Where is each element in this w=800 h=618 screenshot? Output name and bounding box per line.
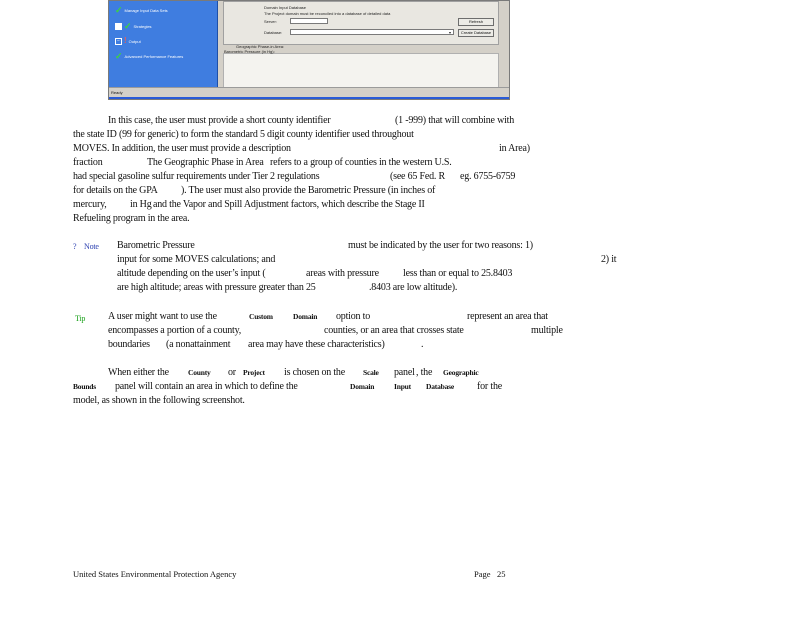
para2-text: is chosen on the [284,367,345,378]
note-line: areas with pressure [306,268,379,279]
error-icon: ! [124,36,127,45]
embedded-screenshot [108,0,510,100]
refresh-button: Refresh [458,18,494,26]
para1-line: In this case, the user must provide a short county identifier [108,115,331,126]
check-icon: ✓ [124,21,132,31]
footer-page-number: 25 [497,569,506,579]
chevron-down-icon: ▾ [448,30,451,35]
check-icon: ✓ [115,5,123,15]
para2-keyword: County [188,368,211,377]
para1-line: the state ID (99 for generic) to form the standard 5 digit county identifier used throughout [73,129,414,140]
para2-keyword: Database [426,382,454,391]
note-line: must be indicated by the user for two reasons: 1) [348,240,533,251]
para2-keyword: Domain [350,382,375,391]
server-input [290,18,328,24]
tip-line: (a nonattainment [166,339,231,350]
note-line: .8403 are low altitude). [369,282,458,293]
para2-keyword: Scale [363,368,379,377]
tip-line: encompasses a portion of a county, [108,325,242,336]
para1-line: (1 -999) that will combine with [395,115,515,126]
sidebar-item: ✓ Manage Input Data Sets [115,5,168,15]
para2-text: When either the [108,367,169,378]
tip-line: . [421,339,424,350]
footer-agency: United States Environmental Protection Agency [73,569,237,579]
lower-panel: Geographic Phase-in Area: Barometric Pressure (in Hg): [223,53,499,89]
para2-text: model, as shown in the following screenshot. [73,395,245,406]
para1-line: refers to a group of counties in the western U.S. [270,157,452,168]
tip-line: area may have these characteristics) [248,339,385,350]
para1-line: ). The user must also provide the Barometric Pressure (in inches of [181,185,436,196]
para2-text: , the [416,367,433,378]
create-database-button: Create Database [458,29,494,37]
para2-keyword: Input [394,382,411,391]
note-line: 2) it [601,254,617,265]
para1-line: (see 65 Fed. R [390,171,445,182]
domain-input-panel: Domain Input Database The Project domain must be reconciled into a database of detailed data Server: Database: ▾ Refresh Create Database [223,1,499,45]
para2-keyword: Project [243,368,265,377]
database-select [290,29,454,35]
para1-line: Refueling program in the area. [73,213,190,224]
para1-line: for details on the GPA [73,185,158,196]
screenshot-sidebar [109,1,218,89]
sidebar-item: − ! Output [115,36,141,46]
collapse-icon: − [115,38,122,45]
check-icon: ✓ [115,51,123,61]
note-label: Note [84,242,99,251]
para1-line: fraction [73,157,103,168]
tip-keyword: Custom [249,312,273,321]
tip-line: boundaries [108,339,150,350]
para1-line: in Area) [499,143,530,154]
para1-line: in Hg [130,199,152,210]
tip-line: represent an area that [467,311,548,322]
tip-line: counties, or an area that crosses state [324,325,464,336]
para2-text: panel [394,367,415,378]
tip-line: multiple [531,325,563,336]
para2-text: for the [477,381,502,392]
screenshot-main [219,1,509,89]
note-line: are high altitude; areas with pressure greater than 25 [117,282,316,293]
para2-keyword: Geographic [443,368,479,377]
tip-label: Tip [75,314,86,323]
sidebar-item: ✓ Strategies [115,21,152,31]
para2-text: or [228,367,236,378]
para2-keyword: Bounds [73,382,96,391]
accent-strip [109,97,509,99]
note-line: input for some MOVES calculations; and [117,254,276,265]
note-marker: ? [73,242,77,251]
sidebar-item: ✓ Advanced Performance Features [115,51,184,61]
tip-line: A user might want to use the [108,311,217,322]
para1-line: eg. 6755-6759 [460,171,516,182]
tip-keyword: Domain [293,312,318,321]
checkbox-icon [115,23,122,30]
para1-line: The Geographic Phase in Area [147,157,264,168]
note-line: altitude depending on the user’s input ( [117,268,266,279]
note-line: Barometric Pressure [117,240,195,251]
para2-text: panel will contain an area in which to define the [115,381,298,392]
note-line: less than or equal to 25.8403 [403,268,513,279]
tip-line: option to [336,311,371,322]
para1-line: MOVES. In addition, the user must provide a description [73,143,291,154]
para1-line: mercury, [73,199,107,210]
status-bar: Ready [109,87,509,99]
para1-line: and the Vapor and Spill Adjustment factors, which describe the Stage II [153,199,425,210]
para1-line: had special gasoline sulfur requirements under Tier 2 regulations [73,171,320,182]
footer-page-label: Page [474,569,491,579]
